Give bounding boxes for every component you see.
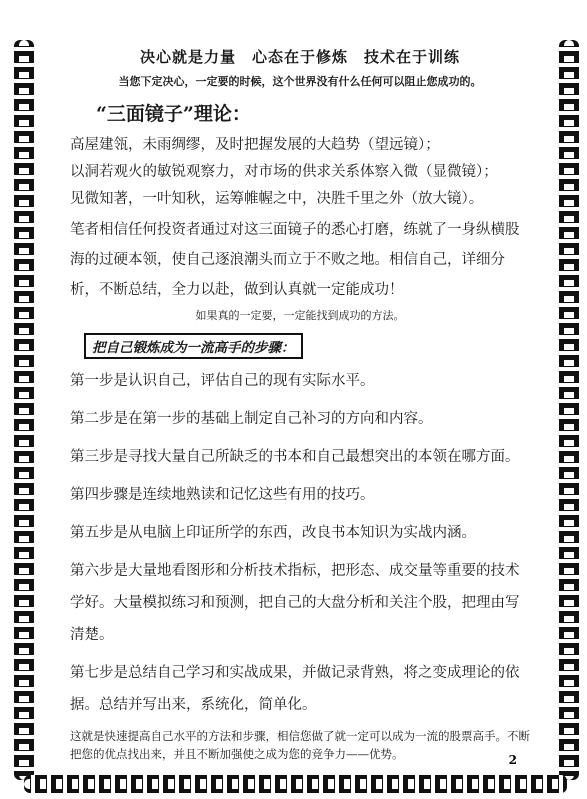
mirror-theory-block [70,132,530,305]
paragraph: 笔者相信任何投资者通过对这三面镜子的悉心打磨，练就了一身纵横股海的过硬本领，使自己逐浪潮头而立于不败之地。相信自己，详细分析，不断总结，全力以赴，做到认真就一定能成功！ [70,222,520,298]
page-subtitle: 当您下定决心，一定要的时候，这个世界没有什么任何可以阻止您成功的。 [118,75,482,88]
right-decorative-border [559,40,579,780]
step-item: 第二步是在第一步的基础上制定自己补习的方向和内容。 [70,411,433,427]
steps-boxed-title: 把自己锻炼成为一流高手的步骤： [84,333,303,359]
step-item: 第四步骤是连续地熟读和记忆这些有用的技巧。 [70,487,375,503]
left-decorative-border [14,40,34,780]
step-item: 第六步是大量地看图形和分析技术指标，把形态、成交量等重要的技术学好。大量模拟练习和预测，把自己的大盘分析和关注个股，把理由写清楚。 [70,563,520,643]
step-item: 第七步是总结自己学习和实战成果，并做记录背熟，将之变成理论的依据。总结并写出来，系统化，简单化。 [70,665,520,713]
steps-list [70,365,530,721]
closing-paragraph: 这就是快速提高自己水平的方法和步骤，相信您做了就一定可以成为一流的股票高手。不断把您的优点找出来，并且不断加强使之成为您的竞争力——优势。 [70,729,530,761]
section-note: 如果真的一定要，一定能找到成功的方法。 [195,309,405,322]
section-title: “三面镜子”理论： [96,103,251,125]
step-item: 第五步是从电脑上印证所学的东西，改良书本知识为实战内涵。 [70,525,476,541]
paragraph: 以洞若观火的敏锐观察力，对市场的供求关系体察入微（显微镜）； [70,164,498,180]
page-content [70,46,530,763]
step-item: 第三步是寻找大量自己所缺乏的书本和自己最想突出的本领在哪方面。 [70,449,520,465]
bottom-decorative-border [24,775,567,793]
step-item: 第一步是认识自己，评估自己的现有实际水平。 [70,373,375,389]
page-number: 2 [508,753,517,767]
paragraph: 见微知著，一叶知秋，运筹帷幄之中，决胜千里之外（放大镜）。 [70,191,484,207]
page-headline: 决心就是力量 心态在于修炼 技术在于训练 [139,48,460,66]
paragraph: 高屋建瓴，未雨绸缪，及时把握发展的大趋势（望远镜）； [70,137,440,153]
